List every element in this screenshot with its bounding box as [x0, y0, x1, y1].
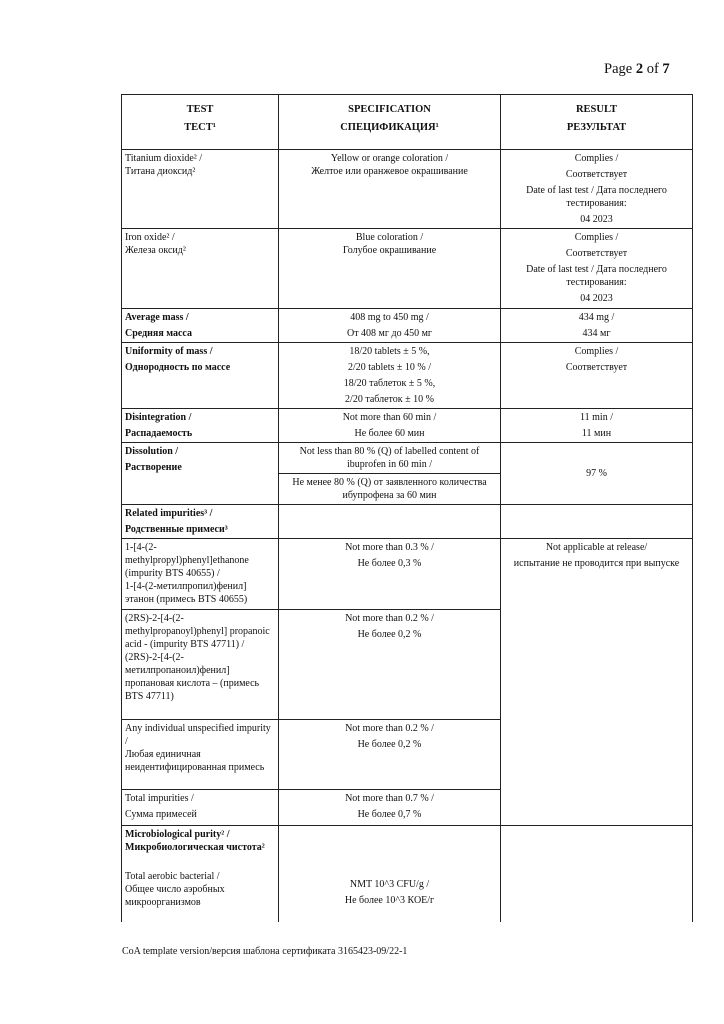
table-row [122, 505, 693, 539]
table-row [122, 826, 693, 922]
test-microbiological-purity: Microbiological purity² / Микробиологическая чистота² Total aerobic bacterial / Общее число аэробных микроорганизмов [122, 826, 279, 922]
table-row [122, 443, 693, 505]
test-unspecified-impurity: Any individual unspecified impurity / Любая единичная неидентифицированная примесь [122, 720, 279, 790]
result-dissolution: 97 % [501, 443, 693, 505]
table-row [122, 539, 693, 610]
test-titanium-dioxide: Titanium dioxide² / Титана диоксид² [122, 150, 279, 229]
test-impurity-bts-47711: (2RS)-2-[4-(2-methylpropanoyl)phenyl] propanoic acid - (impurity BTS 47711) / (2RS)-2-[4-(2-метилпропаноил)фенил] пропановая кислота – (примесь BTS 47711) [122, 610, 279, 720]
spec-impurity-bts-40655: Not more than 0.3 % / Не более 0,3 % [279, 539, 501, 610]
test-total-impurities: Total impurities / Сумма примесей [122, 790, 279, 826]
header-result: RESULT РЕЗУЛЬТАТ [501, 95, 693, 150]
spec-titanium-dioxide: Yellow or orange coloration / Желтое или оранжевое окрашивание [279, 150, 501, 229]
result-impurities: Not applicable at release/ испытание не проводится при выпуске [501, 539, 693, 826]
table-row [122, 309, 693, 343]
spec-dissolution-ru: Не менее 80 % (Q) от заявленного количества ибупрофена за 60 мин [292, 477, 487, 501]
spec-total-aerobic: NMT 10^3 CFU/g / Не более 10^3 КОЕ/г [279, 826, 501, 922]
table-row [122, 343, 693, 409]
spec-average-mass: 408 mg to 450 mg / От 408 мг до 450 мг [279, 309, 501, 343]
test-iron-oxide: Iron oxide² / Железа оксид² [122, 229, 279, 309]
test-dissolution: Dissolution / Растворение [122, 443, 279, 505]
result-disintegration: 11 min / 11 мин [501, 409, 693, 443]
result-iron-oxide: Complies / Соответствует Date of last test / Дата последнего тестирования: 04 2023 [501, 229, 693, 309]
result-average-mass: 434 mg / 434 мг [501, 309, 693, 343]
test-uniformity-of-mass: Uniformity of mass / Однородность по массе [122, 343, 279, 409]
result-related-impurities [501, 505, 693, 539]
spec-unspecified-impurity: Not more than 0.2 % / Не более 0,2 % [279, 720, 501, 790]
spec-uniformity-of-mass: 18/20 tablets ± 5 %, 2/20 tablets ± 10 % / 18/20 таблеток ± 5 %, 2/20 таблеток ± 10 % [279, 343, 501, 409]
result-uniformity-of-mass: Complies / Соответствует [501, 343, 693, 409]
test-average-mass: Average mass / Средняя масса [122, 309, 279, 343]
test-related-impurities: Related impurities³ / Родственные примеси³ [122, 505, 279, 539]
spec-total-impurities: Not more than 0.7 % / Не более 0,7 % [279, 790, 501, 826]
spec-related-impurities [279, 505, 501, 539]
test-impurity-bts-40655: 1-[4-(2-methylpropyl)phenyl]ethanone (impurity BTS 40655) / 1-[4-(2-метилпропил)фенил] этанон (примесь BTS 40655) [122, 539, 279, 610]
footer-template-version: CoA template version/версия шаблона сертификата 3165423-09/22-1 [122, 946, 408, 957]
spec-dissolution [279, 443, 501, 505]
spec-impurity-bts-47711: Not more than 0.2 % / Не более 0,2 % [279, 610, 501, 720]
spec-iron-oxide: Blue coloration / Голубое окрашивание [279, 229, 501, 309]
spec-disintegration: Not more than 60 min / Не более 60 мин [279, 409, 501, 443]
table-header-row [122, 95, 693, 150]
table-row [122, 229, 693, 309]
table-row [122, 150, 693, 229]
spec-dissolution-en: Not less than 80 % (Q) of labelled content of ibuprofen in 60 min / [279, 443, 500, 474]
page-number: Page 2 of 7 [604, 61, 670, 77]
result-microbiological [501, 826, 693, 922]
test-disintegration: Disintegration / Распадаемость [122, 409, 279, 443]
table-row [122, 409, 693, 443]
coa-table [121, 94, 693, 922]
result-titanium-dioxide: Complies / Соответствует Date of last test / Дата последнего тестирования: 04 2023 [501, 150, 693, 229]
header-test: TEST ТЕСТ¹ [122, 95, 279, 150]
header-specification: SPECIFICATION СПЕЦИФИКАЦИЯ¹ [279, 95, 501, 150]
